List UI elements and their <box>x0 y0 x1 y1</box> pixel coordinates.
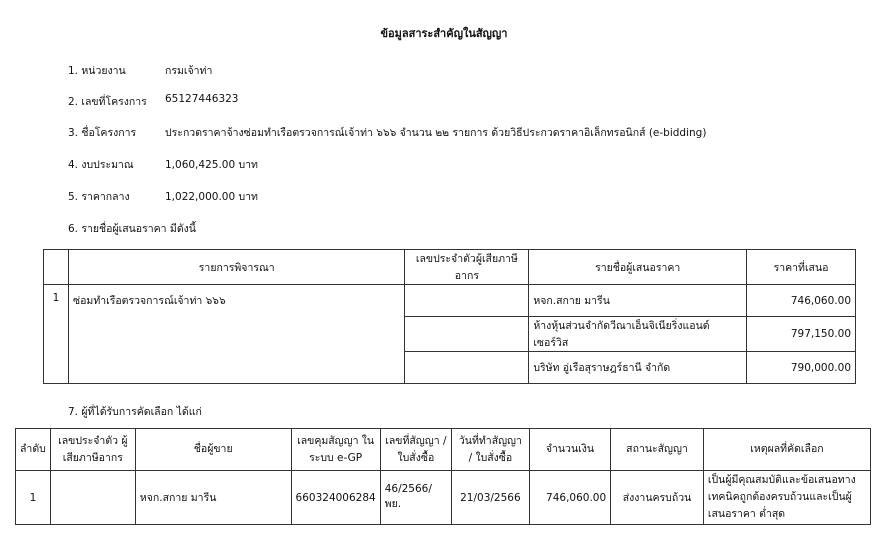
award-date: 21/03/2566 <box>452 471 530 525</box>
item-number: 1 <box>44 285 69 384</box>
award-tax-id <box>50 471 135 525</box>
info-label: 2. เลขที่โครงการ <box>68 96 147 108</box>
column-header: วันที่ทำสัญญา / ใบสั่งซื้อ <box>452 429 530 471</box>
bidder-name: บริษัท อู่เรือสุราษฎร์ธานี จำกัด <box>529 352 747 384</box>
award-table <box>15 428 871 525</box>
document-title: ข้อมูลสาระสำคัญในสัญญา <box>380 27 508 40</box>
award-reason: เป็นผู้มีคุณสมบัติและข้อเสนอทางเทคนิคถูกต้องครบถ้วนและเป็นผู้เสนอราคา ต่ำสุด <box>703 471 870 525</box>
table-header-row <box>44 250 856 285</box>
column-header: ลำดับ <box>16 429 51 471</box>
info-label: 6. รายชื่อผู้เสนอราคา มีดังนี้ <box>68 223 196 235</box>
bid-price: 797,150.00 <box>747 317 856 352</box>
tax-id-cell <box>405 317 529 352</box>
column-header: สถานะสัญญา <box>611 429 704 471</box>
tax-id-cell <box>405 285 529 317</box>
bidders-table <box>43 249 856 384</box>
info-value: กรมเจ้าท่า <box>165 65 213 77</box>
award-number: 1 <box>16 471 51 525</box>
column-header: ราคาที่เสนอ <box>747 250 856 285</box>
tax-id-cell <box>405 352 529 384</box>
column-header: รายการพิจารณา <box>68 250 405 285</box>
column-header: เลขที่สัญญา / ใบสั่งซื้อ <box>380 429 451 471</box>
info-value: 65127446323 <box>165 93 239 105</box>
award-vendor: หจก.สกาย มารีน <box>135 471 291 525</box>
column-header <box>44 250 69 285</box>
column-header: เลขประจำตัว ผู้เสียภาษีอากร <box>50 429 135 471</box>
column-header: รายชื่อผู้เสนอราคา <box>529 250 747 285</box>
info-value: 1,022,000.00 บาท <box>165 191 258 203</box>
column-header: เลขคุมสัญญา ในระบบ e-GP <box>291 429 380 471</box>
table-row <box>16 471 871 525</box>
award-status: ส่งงานครบถ้วน <box>611 471 704 525</box>
award-heading-label: 7. ผู้ที่ได้รับการคัดเลือก ได้แก่ <box>68 406 202 418</box>
award-amount: 746,060.00 <box>529 471 610 525</box>
column-header: เลขประจำตัวผู้เสียภาษีอากร <box>405 250 529 285</box>
table-row <box>44 285 856 317</box>
bidder-name: ห้างหุ้นส่วนจำกัดวีณาเอ็นจิเนียริ่งแอนด์เซอร์วิส <box>529 317 747 352</box>
info-label: 3. ชื่อโครงการ <box>68 127 137 139</box>
bid-price: 790,000.00 <box>747 352 856 384</box>
award-contract-number: 46/2566/พย. <box>380 471 451 525</box>
info-label: 5. ราคากลาง <box>68 191 130 203</box>
bid-price: 746,060.00 <box>747 285 856 317</box>
info-label: 4. งบประมาณ <box>68 159 134 171</box>
column-header: เหตุผลที่คัดเลือก <box>703 429 870 471</box>
info-value: ประกวดราคาจ้างซ่อมทำเรือตรวจการณ์เจ้าท่า ๖๖๖ จำนวน ๒๒ รายการ ด้วยวิธีประกวดราคาอิเล็กทรอนิกส์ (e-bidding) <box>165 127 707 139</box>
info-value: 1,060,425.00 บาท <box>165 159 258 171</box>
column-header: ชื่อผู้ขาย <box>135 429 291 471</box>
info-label: 1. หน่วยงาน <box>68 65 126 77</box>
bidder-name: หจก.สกาย มารีน <box>529 285 747 317</box>
item-name: ซ่อมทำเรือตรวจการณ์เจ้าท่า ๖๖๖ <box>68 285 405 384</box>
table-header-row <box>16 429 871 471</box>
award-egp-number: 660324006284 <box>291 471 380 525</box>
column-header: จำนวนเงิน <box>529 429 610 471</box>
